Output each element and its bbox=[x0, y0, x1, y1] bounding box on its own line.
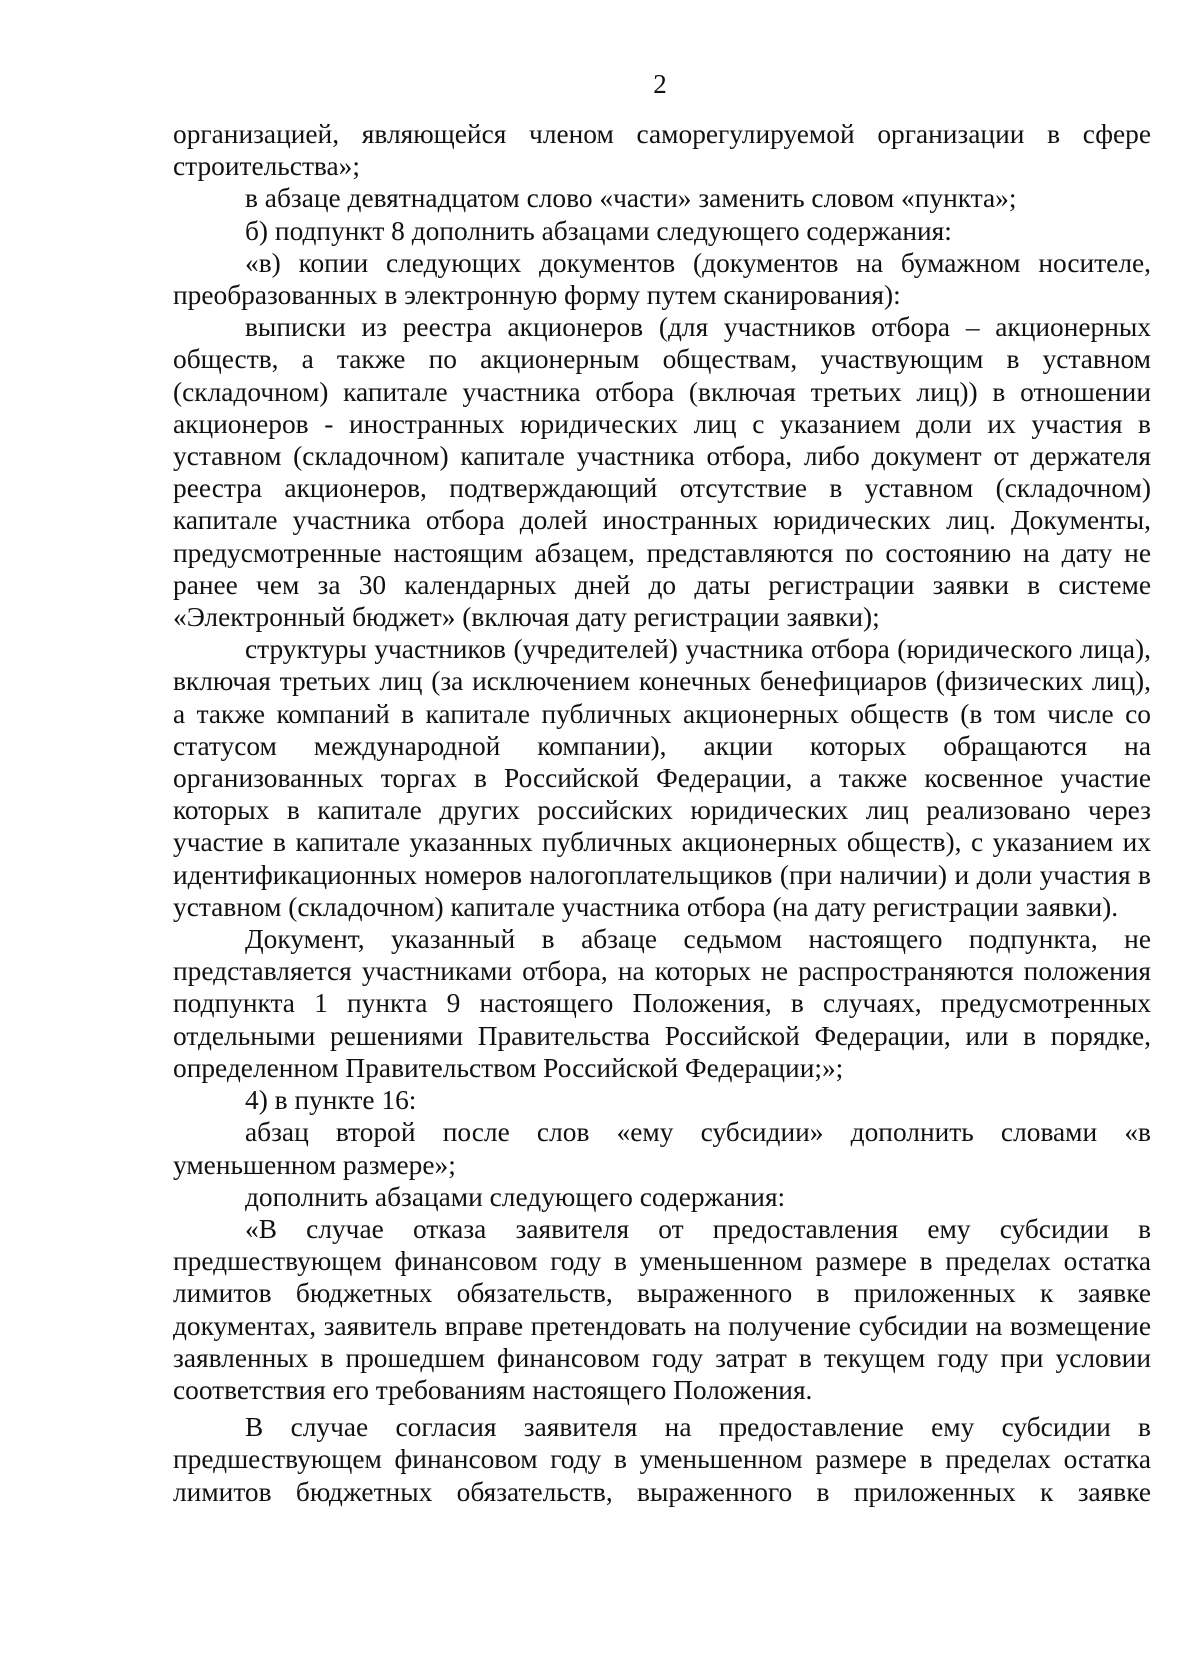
paragraph: организацией, являющейся членом саморегулируемой организации в сфере строительства»; bbox=[173, 119, 1151, 182]
paragraph: «В случае отказа заявителя от предоставления ему субсидии в предшествующем финансовом году в уменьшенном размере в пределах остатка лимитов бюджетных обязательств, выраженного в приложенных к заявке документах, заявитель вправе претендовать на получение субсидии на возмещение заявленных в прошедшем финансовом году затрат в текущем году при условии соответствия его требованиям настоящего Положения. bbox=[173, 1213, 1151, 1405]
paragraph: абзац второй после слов «ему субсидии» дополнить словами «в уменьшенном размере»; bbox=[173, 1117, 1151, 1180]
page-number: 2 bbox=[653, 69, 667, 99]
paragraph: 4) в пункте 16: bbox=[245, 1085, 417, 1116]
paragraph: б) подпункт 8 дополнить абзацами следующего содержания: bbox=[245, 215, 952, 246]
paragraph: выписки из реестра акционеров (для участников отбора – акционерных обществ, а также по акционерным обществам, участвующим в уставном (складочном) капитале участника отбора (включая третьих лиц)) в отношении акционеров - иностранных юридических лиц с указанием доли их участия в уставном (складочном) капитале участника отбора, либо документ от держателя реестра акционеров, подтверждающий отсутствие в уставном (складочном) капитале участника отбора долей иностранных юридических лиц. Документы, предусмотренные настоящим абзацем, представляются по состоянию на дату не ранее чем за 30 календарных дней до даты регистрации заявки в системе «Электронный бюджет» (включая дату регистрации заявки); bbox=[173, 312, 1151, 633]
document-body bbox=[173, 118, 1151, 1508]
paragraph: Документ, указанный в абзаце седьмом настоящего подпункта, не представляется участниками отбора, на которых не распространяются положения подпункта 1 пункта 9 настоящего Положения, в случаях, предусмотренных отдельными решениями Правительства Российской Федерации, или в порядке, определенном Правительством Российской Федерации;»; bbox=[173, 924, 1151, 1083]
paragraph: В случае согласия заявителя на предоставление ему субсидии в предшествующем финансовом году в уменьшенном размере в пределах остатка лимитов бюджетных обязательств, выраженного в приложенных к заявке bbox=[173, 1412, 1151, 1507]
paragraph: дополнить абзацами следующего содержания: bbox=[245, 1181, 786, 1212]
paragraph: структуры участников (учредителей) участника отбора (юридического лица), включая третьих лиц (за исключением конечных бенефициаров (физических лиц), а также компаний в капитале публичных акционерных обществ (в том числе со статусом международной компании), акции которых обращаются на организованных торгах в Российской Федерации, а также косвенное участие которых в капитале других российских юридических лиц реализовано через участие в капитале указанных публичных акционерных обществ), с указанием их идентификационных номеров налогоплательщиков (при наличии) и доли участия в уставном (складочном) капитале участника отбора (на дату регистрации заявки). bbox=[173, 634, 1151, 922]
paragraph: «в) копии следующих документов (документов на бумажном носителе, преобразованных в электронную форму путем сканирования): bbox=[173, 247, 1151, 311]
paragraph: в абзаце девятнадцатом слово «части» заменить словом «пункта»; bbox=[245, 183, 1017, 214]
